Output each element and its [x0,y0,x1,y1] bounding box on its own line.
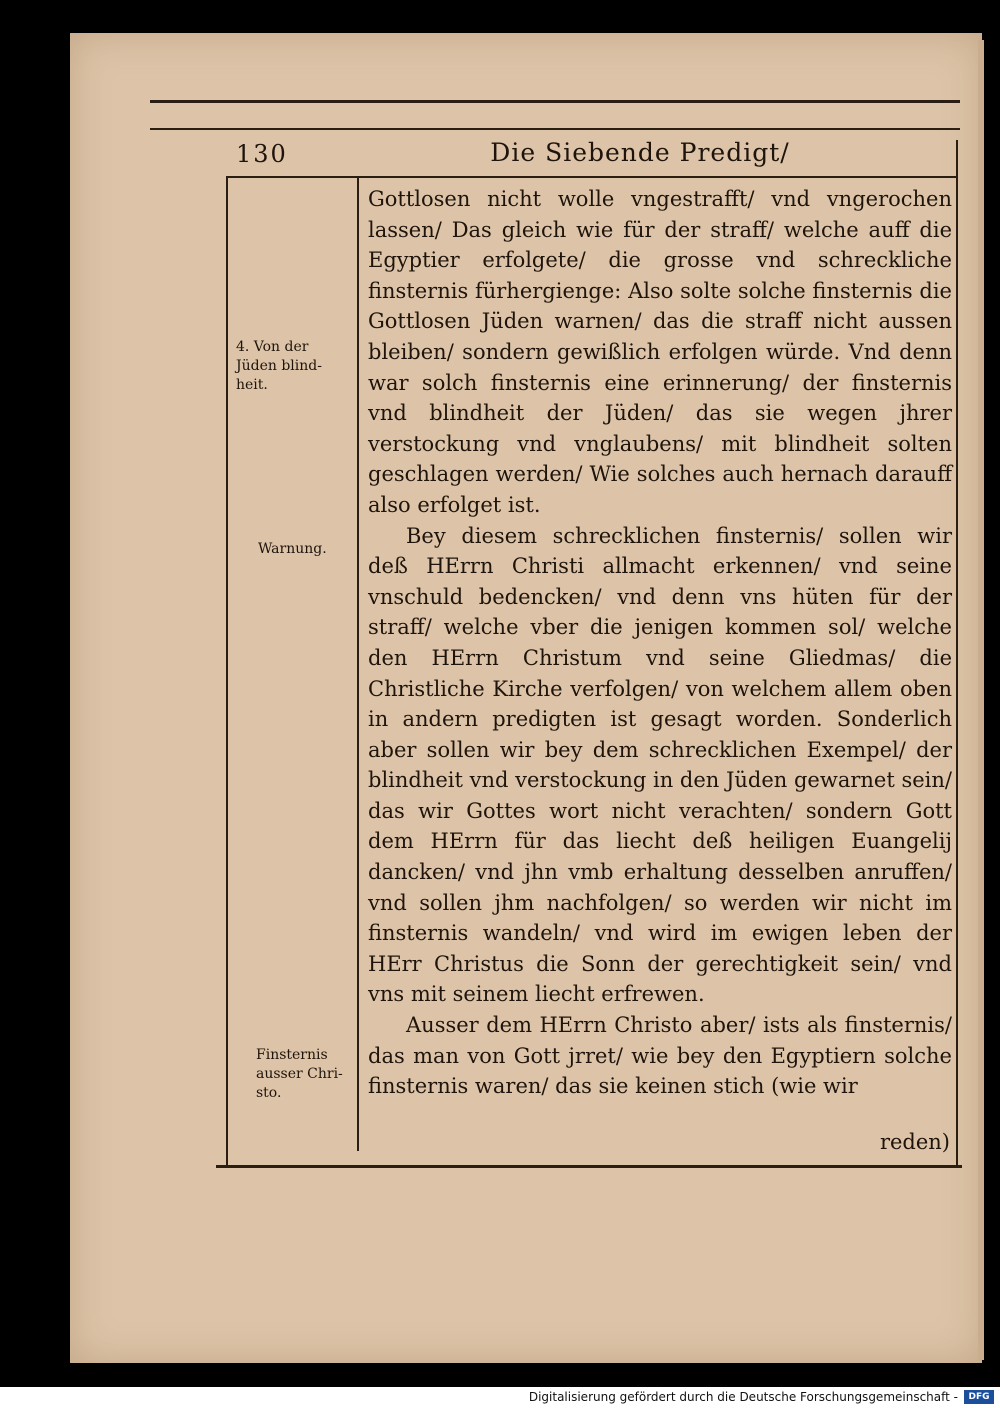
main-text-block [368,184,952,1102]
paragraph-2: Bey diesem schrecklichen finsternis/ sollen wir deß HErrn Christi allmacht erkennen/ vnd seine vnschuld bedencken/ vnd denn vns hüten für der straff/ welche vber die jenigen kommen sol/ welche den HErrn Christum vnd seine Gliedmas/ die Christliche Kirche verfolgen/ von welchem allem oben in andern predigten ist gesagt worden. Sonderlich aber sollen wir bey dem schrecklichen Exempel/ der blindheit vnd verstockung in den Jüden gewarnet sein/ das wir Gottes wort nicht verachten/ sondern Gott dem HErrn für das liecht deß heiligen Euangelij dancken/ vnd jhn vmb erhaltung desselben anruffen/ vnd sollen jhm nachfolgen/ so werden wir nicht im finsternis wandeln/ vnd wird im ewigen leben der HErr Christus die Sonn der gerechtigkeit sein/ vnd vns mit seinem liecht erfrewen. [368,523,952,1007]
top-border-rule-secondary [150,128,960,130]
funding-credit: Digitalisierung gefördert durch die Deutsche Forschungsgemeinschaft - [528,1390,958,1404]
right-frame-line [956,140,958,1165]
paragraph-3: Ausser dem HErrn Christo aber/ ists als finsternis/ das man von Gott jrret/ wie bey den Egyptiern solche finsternis waren/ das sie keinen stich (wie wir [368,1013,952,1099]
header-rule [226,176,958,178]
dfg-logo-icon: DFG [964,1390,994,1404]
top-border-rule [150,100,960,103]
margin-note-blindness: 4. Von der Jüden blind-heit. [236,339,322,393]
running-head: Die Siebende Predigt/ [490,138,790,167]
left-frame-line [226,176,228,1166]
paragraph-1: Gottlosen nicht wolle vngestrafft/ vnd vngerochen lassen/ Das gleich wie für der straff/ welche auff die Egyptier erfolgete/ die grosse vnd schreckliche finsternis fürhergienge: Also solte solche finsternis die Gottlosen Jüden warnen/ das die straff nicht aussen bleiben/ sondern gewißlich erfolgen würde. Vnd denn war solch finsternis eine erinnerung/ der finsternis vnd blindheit der Jüden/ das sie wegen jhrer verstockung vnd vnglaubens/ mit blindheit solten geschlagen werden/ Wie solches auch hernach darauff also erfolget ist. [368,187,952,517]
margin-note-darkness: Finsternis ausser Chri-sto. [256,1047,343,1101]
margin-note-warning: Warnung. [258,541,327,557]
bottom-border-rule [216,1165,962,1168]
catchword: reden) [879,1130,950,1154]
page-number: 130 [236,140,288,168]
page-edge [978,40,984,1360]
margin-divider-line [357,176,359,1151]
